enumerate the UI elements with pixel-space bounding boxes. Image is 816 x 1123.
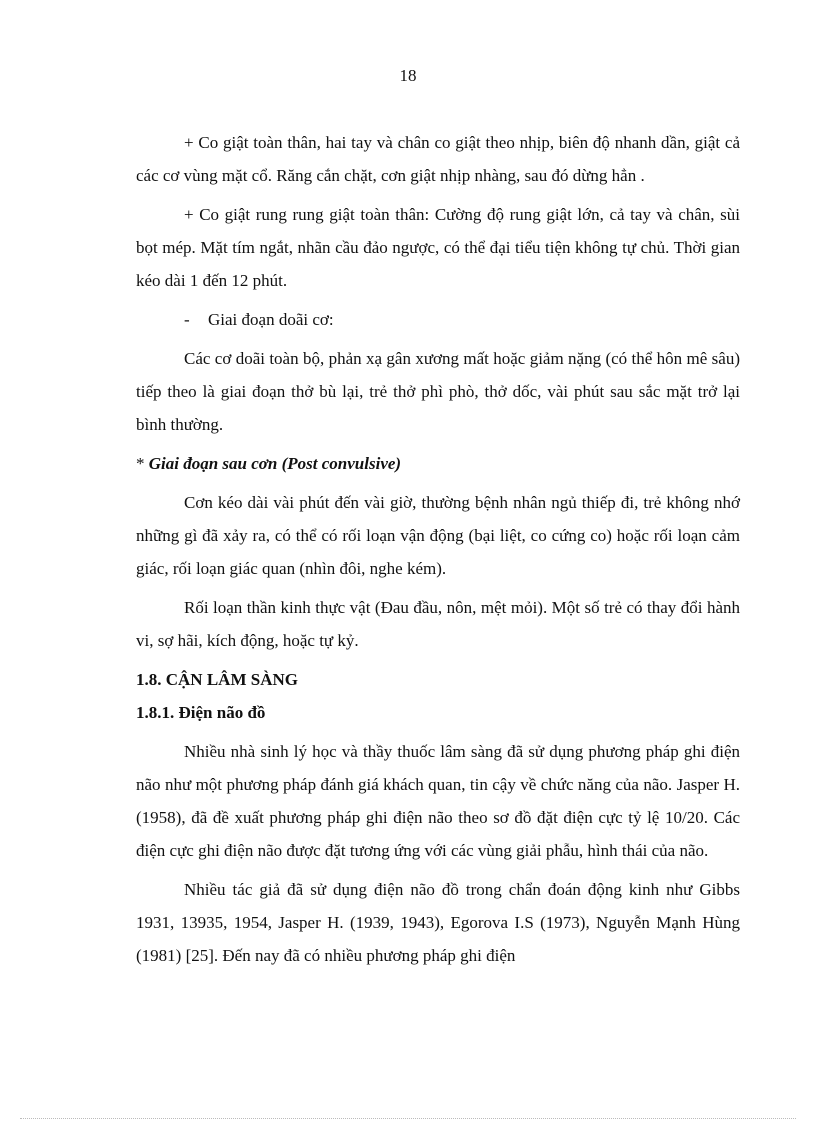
paragraph-eeg-method: Nhiều nhà sinh lý học và thầy thuốc lâm sàng đã sử dụng phương pháp ghi điện não như một phương pháp đánh giá khách quan, tin cậy về chức năng của não. Jasper H. (1958), đã đề xuất phương pháp ghi điện não theo sơ đồ đặt điện cực tỷ lệ 10/20. Các điện cực ghi điện não được đặt tương ứng với các vùng giải phẫu, hình thái của não.	[136, 742, 740, 860]
paragraph-autonomic-disorder: Rối loạn thần kinh thực vật (Đau đầu, nôn, mệt mỏi). Một số trẻ có thay đổi hành vi, sợ hãi, kích động, hoặc tự kỷ.	[136, 598, 740, 650]
list-item-label: Giai đoạn doãi cơ:	[208, 310, 334, 329]
subheading-text: Giai đoạn sau cơn (Post convulsive)	[148, 454, 402, 473]
dash-bullet: -	[184, 310, 190, 329]
star-prefix: *	[136, 454, 149, 473]
paragraph-post-seizure: Cơn kéo dài vài phút đến vài giờ, thường bệnh nhân ngủ thiếp đi, trẻ không nhớ những gì đã xảy ra, có thể có rối loạn vận động (bại liệt, co cứng co) hoặc rối loạn cảm giác, rối loạn giác quan (nhìn đôi, nghe kém).	[136, 493, 740, 578]
document-body	[136, 126, 740, 978]
paragraph-muscle-relaxation: Các cơ doãi toàn bộ, phản xạ gân xương mất hoặc giảm nặng (có thể hôn mê sâu) tiếp theo là giai đoạn thở bù lại, trẻ thở phì phò, thở dốc, vài phút sau sắc mặt trở lại bình thường.	[136, 349, 740, 434]
page-bottom-divider	[20, 1118, 796, 1119]
paragraph-generalized-clonic: + Co giật toàn thân, hai tay và chân co giật theo nhịp, biên độ nhanh dần, giật cả các cơ vùng mặt cổ. Răng cắn chặt, cơn giật nhịp nhàng, sau đó dừng hẳn .	[136, 133, 740, 185]
paragraph-tremor-convulsion: + Co giật rung rung giật toàn thân: Cường độ rung giật lớn, cả tay và chân, sùi bọt mép. Mặt tím ngắt, nhãn cầu đảo ngược, có thể đại tiểu tiện không tự chủ. Thời gian kéo dài 1 đến 12 phút.	[136, 205, 740, 290]
page-number: 18	[399, 66, 417, 85]
paragraph-eeg-authors: Nhiều tác giả đã sử dụng điện não đồ trong chẩn đoán động kinh như Gibbs 1931, 13935, 1954, Jasper H. (1939, 1943), Egorova I.S (1973), Nguyễn Mạnh Hùng (1981) [25]. Đến nay đã có nhiều phương pháp ghi điện	[136, 880, 740, 965]
subsection-heading: 1.8.1. Điện não đồ	[136, 703, 266, 722]
section-heading: 1.8. CẬN LÂM SÀNG	[136, 670, 298, 689]
list-item-relaxation-phase	[184, 303, 740, 336]
subheading-post-convulsive	[136, 447, 740, 480]
